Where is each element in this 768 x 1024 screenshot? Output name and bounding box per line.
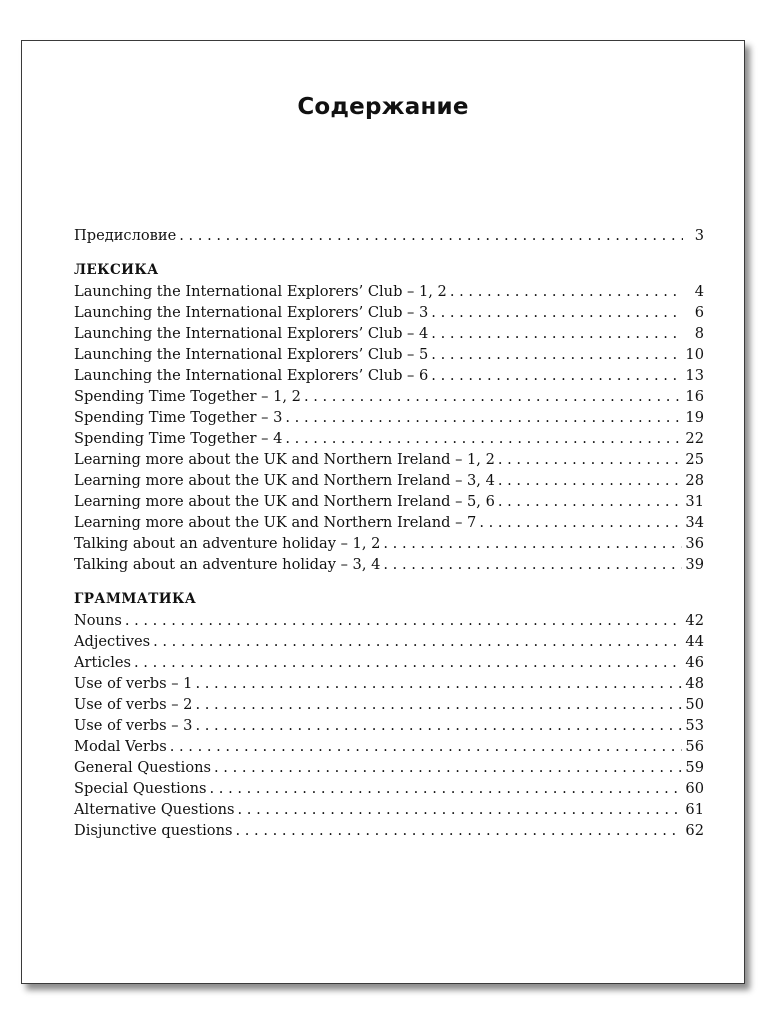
toc-entry-label: General Questions bbox=[74, 759, 212, 776]
toc-entry bbox=[74, 302, 704, 323]
toc-entry-page: 61 bbox=[685, 801, 704, 818]
toc-entry-label: Spending Time Together – 1, 2 bbox=[74, 388, 301, 405]
dot-leader bbox=[285, 428, 682, 449]
toc-entry-label: Learning more about the UK and Northern Ireland – 7 bbox=[74, 514, 477, 531]
dot-leader bbox=[134, 652, 682, 673]
toc-entry bbox=[74, 470, 704, 491]
dot-leader bbox=[170, 736, 683, 757]
dot-leader bbox=[285, 407, 682, 428]
document-page bbox=[21, 40, 745, 984]
dot-leader bbox=[498, 449, 683, 470]
toc-entry-label: Launching the International Explorers’ Club – 5 bbox=[74, 346, 429, 363]
dot-leader bbox=[238, 799, 683, 820]
toc-entry bbox=[74, 736, 704, 757]
dot-leader bbox=[210, 778, 683, 799]
table-of-contents bbox=[74, 225, 704, 841]
toc-entry-label: Use of verbs – 3 bbox=[74, 717, 193, 734]
toc-entry-page: 13 bbox=[685, 367, 704, 384]
dot-leader bbox=[431, 365, 682, 386]
toc-entry-label: Adjectives bbox=[74, 633, 151, 650]
toc-entry bbox=[74, 428, 704, 449]
toc-entry-page: 48 bbox=[685, 675, 704, 692]
toc-entry-label: Nouns bbox=[74, 612, 122, 629]
toc-entry-page: 16 bbox=[685, 388, 704, 405]
toc-entry-page: 4 bbox=[694, 283, 704, 300]
dot-leader bbox=[498, 470, 683, 491]
toc-entry-label: Learning more about the UK and Northern Ireland – 3, 4 bbox=[74, 472, 495, 489]
toc-entry bbox=[74, 694, 704, 715]
toc-entry bbox=[74, 386, 704, 407]
toc-entry bbox=[74, 554, 704, 575]
toc-entry-page: 6 bbox=[694, 304, 704, 321]
toc-entry-page: 50 bbox=[685, 696, 704, 713]
toc-entry-label: Learning more about the UK and Northern Ireland – 1, 2 bbox=[74, 451, 495, 468]
toc-entry-page: 46 bbox=[685, 654, 704, 671]
toc-entry bbox=[74, 820, 704, 841]
toc-entry-page: 36 bbox=[685, 535, 704, 552]
toc-entry bbox=[74, 631, 704, 652]
toc-entry-label: Launching the International Explorers’ Club – 4 bbox=[74, 325, 429, 342]
dot-leader bbox=[479, 512, 682, 533]
toc-entry bbox=[74, 512, 704, 533]
section-heading: ГРАММАТИКА bbox=[74, 591, 197, 607]
toc-entry-page: 59 bbox=[685, 759, 704, 776]
dot-leader bbox=[235, 820, 682, 841]
toc-entry bbox=[74, 715, 704, 736]
toc-entry bbox=[74, 407, 704, 428]
section-lexis bbox=[74, 260, 704, 575]
toc-entry-page: 62 bbox=[685, 822, 704, 839]
toc-entry-label: Special Questions bbox=[74, 780, 207, 797]
toc-entry-label: Launching the International Explorers’ Club – 6 bbox=[74, 367, 429, 384]
toc-entry bbox=[74, 610, 704, 631]
toc-entry bbox=[74, 533, 704, 554]
toc-entry-page: 31 bbox=[685, 493, 704, 510]
dot-leader bbox=[125, 610, 683, 631]
section-heading: ЛЕКСИКА bbox=[74, 262, 159, 278]
toc-entry-label: Talking about an adventure holiday – 1, 2 bbox=[74, 535, 381, 552]
toc-entry-page: 28 bbox=[685, 472, 704, 489]
dot-leader bbox=[179, 225, 683, 246]
dot-leader bbox=[431, 302, 683, 323]
toc-entry-page: 53 bbox=[685, 717, 704, 734]
toc-entry-preface bbox=[74, 225, 704, 246]
toc-entry-label: Use of verbs – 2 bbox=[74, 696, 193, 713]
toc-entry bbox=[74, 799, 704, 820]
toc-entry-label: Use of verbs – 1 bbox=[74, 675, 193, 692]
toc-entry bbox=[74, 281, 704, 302]
toc-entry-label: Spending Time Together – 3 bbox=[74, 409, 283, 426]
toc-entry bbox=[74, 323, 704, 344]
dot-leader bbox=[383, 533, 682, 554]
toc-entry-page: 39 bbox=[685, 556, 704, 573]
toc-entry-label: Launching the International Explorers’ Club – 1, 2 bbox=[74, 283, 447, 300]
toc-entry-page: 42 bbox=[685, 612, 704, 629]
page-title: Содержание bbox=[297, 94, 469, 120]
toc-entry-page: 25 bbox=[685, 451, 704, 468]
section-entries bbox=[74, 281, 704, 575]
toc-entry-page: 19 bbox=[685, 409, 704, 426]
dot-leader bbox=[450, 281, 683, 302]
toc-entry-page: 34 bbox=[685, 514, 704, 531]
section-grammar bbox=[74, 589, 704, 841]
toc-entry bbox=[74, 673, 704, 694]
dot-leader bbox=[214, 757, 682, 778]
toc-entry bbox=[74, 449, 704, 470]
toc-entry bbox=[74, 365, 704, 386]
toc-entry-page: 3 bbox=[694, 227, 704, 244]
toc-entry-label: Modal Verbs bbox=[74, 738, 167, 755]
dot-leader bbox=[195, 715, 682, 736]
toc-entry-page: 44 bbox=[685, 633, 704, 650]
toc-entry bbox=[74, 344, 704, 365]
toc-entry-label: Disjunctive questions bbox=[74, 822, 233, 839]
toc-entry-label: Alternative Questions bbox=[74, 801, 235, 818]
toc-entry-page: 22 bbox=[685, 430, 704, 447]
dot-leader bbox=[153, 631, 682, 652]
toc-entry bbox=[74, 778, 704, 799]
toc-entry bbox=[74, 491, 704, 512]
toc-entry-label: Learning more about the UK and Northern Ireland – 5, 6 bbox=[74, 493, 495, 510]
toc-entry-page: 56 bbox=[685, 738, 704, 755]
toc-entry-page: 60 bbox=[685, 780, 704, 797]
toc-entry bbox=[74, 652, 704, 673]
dot-leader bbox=[498, 491, 683, 512]
toc-entry-page: 8 bbox=[694, 325, 704, 342]
toc-entry-label: Talking about an adventure holiday – 3, 4 bbox=[74, 556, 381, 573]
dot-leader bbox=[195, 673, 682, 694]
section-entries bbox=[74, 610, 704, 841]
toc-entry-label: Предисловие bbox=[74, 227, 177, 244]
dot-leader bbox=[195, 694, 682, 715]
toc-entry-label: Launching the International Explorers’ Club – 3 bbox=[74, 304, 429, 321]
toc-entry-label: Spending Time Together – 4 bbox=[74, 430, 283, 447]
dot-leader bbox=[431, 344, 682, 365]
dot-leader bbox=[383, 554, 682, 575]
toc-entry bbox=[74, 757, 704, 778]
dot-leader bbox=[304, 386, 682, 407]
toc-entry-page: 10 bbox=[685, 346, 704, 363]
dot-leader bbox=[431, 323, 683, 344]
toc-entry-label: Articles bbox=[74, 654, 132, 671]
